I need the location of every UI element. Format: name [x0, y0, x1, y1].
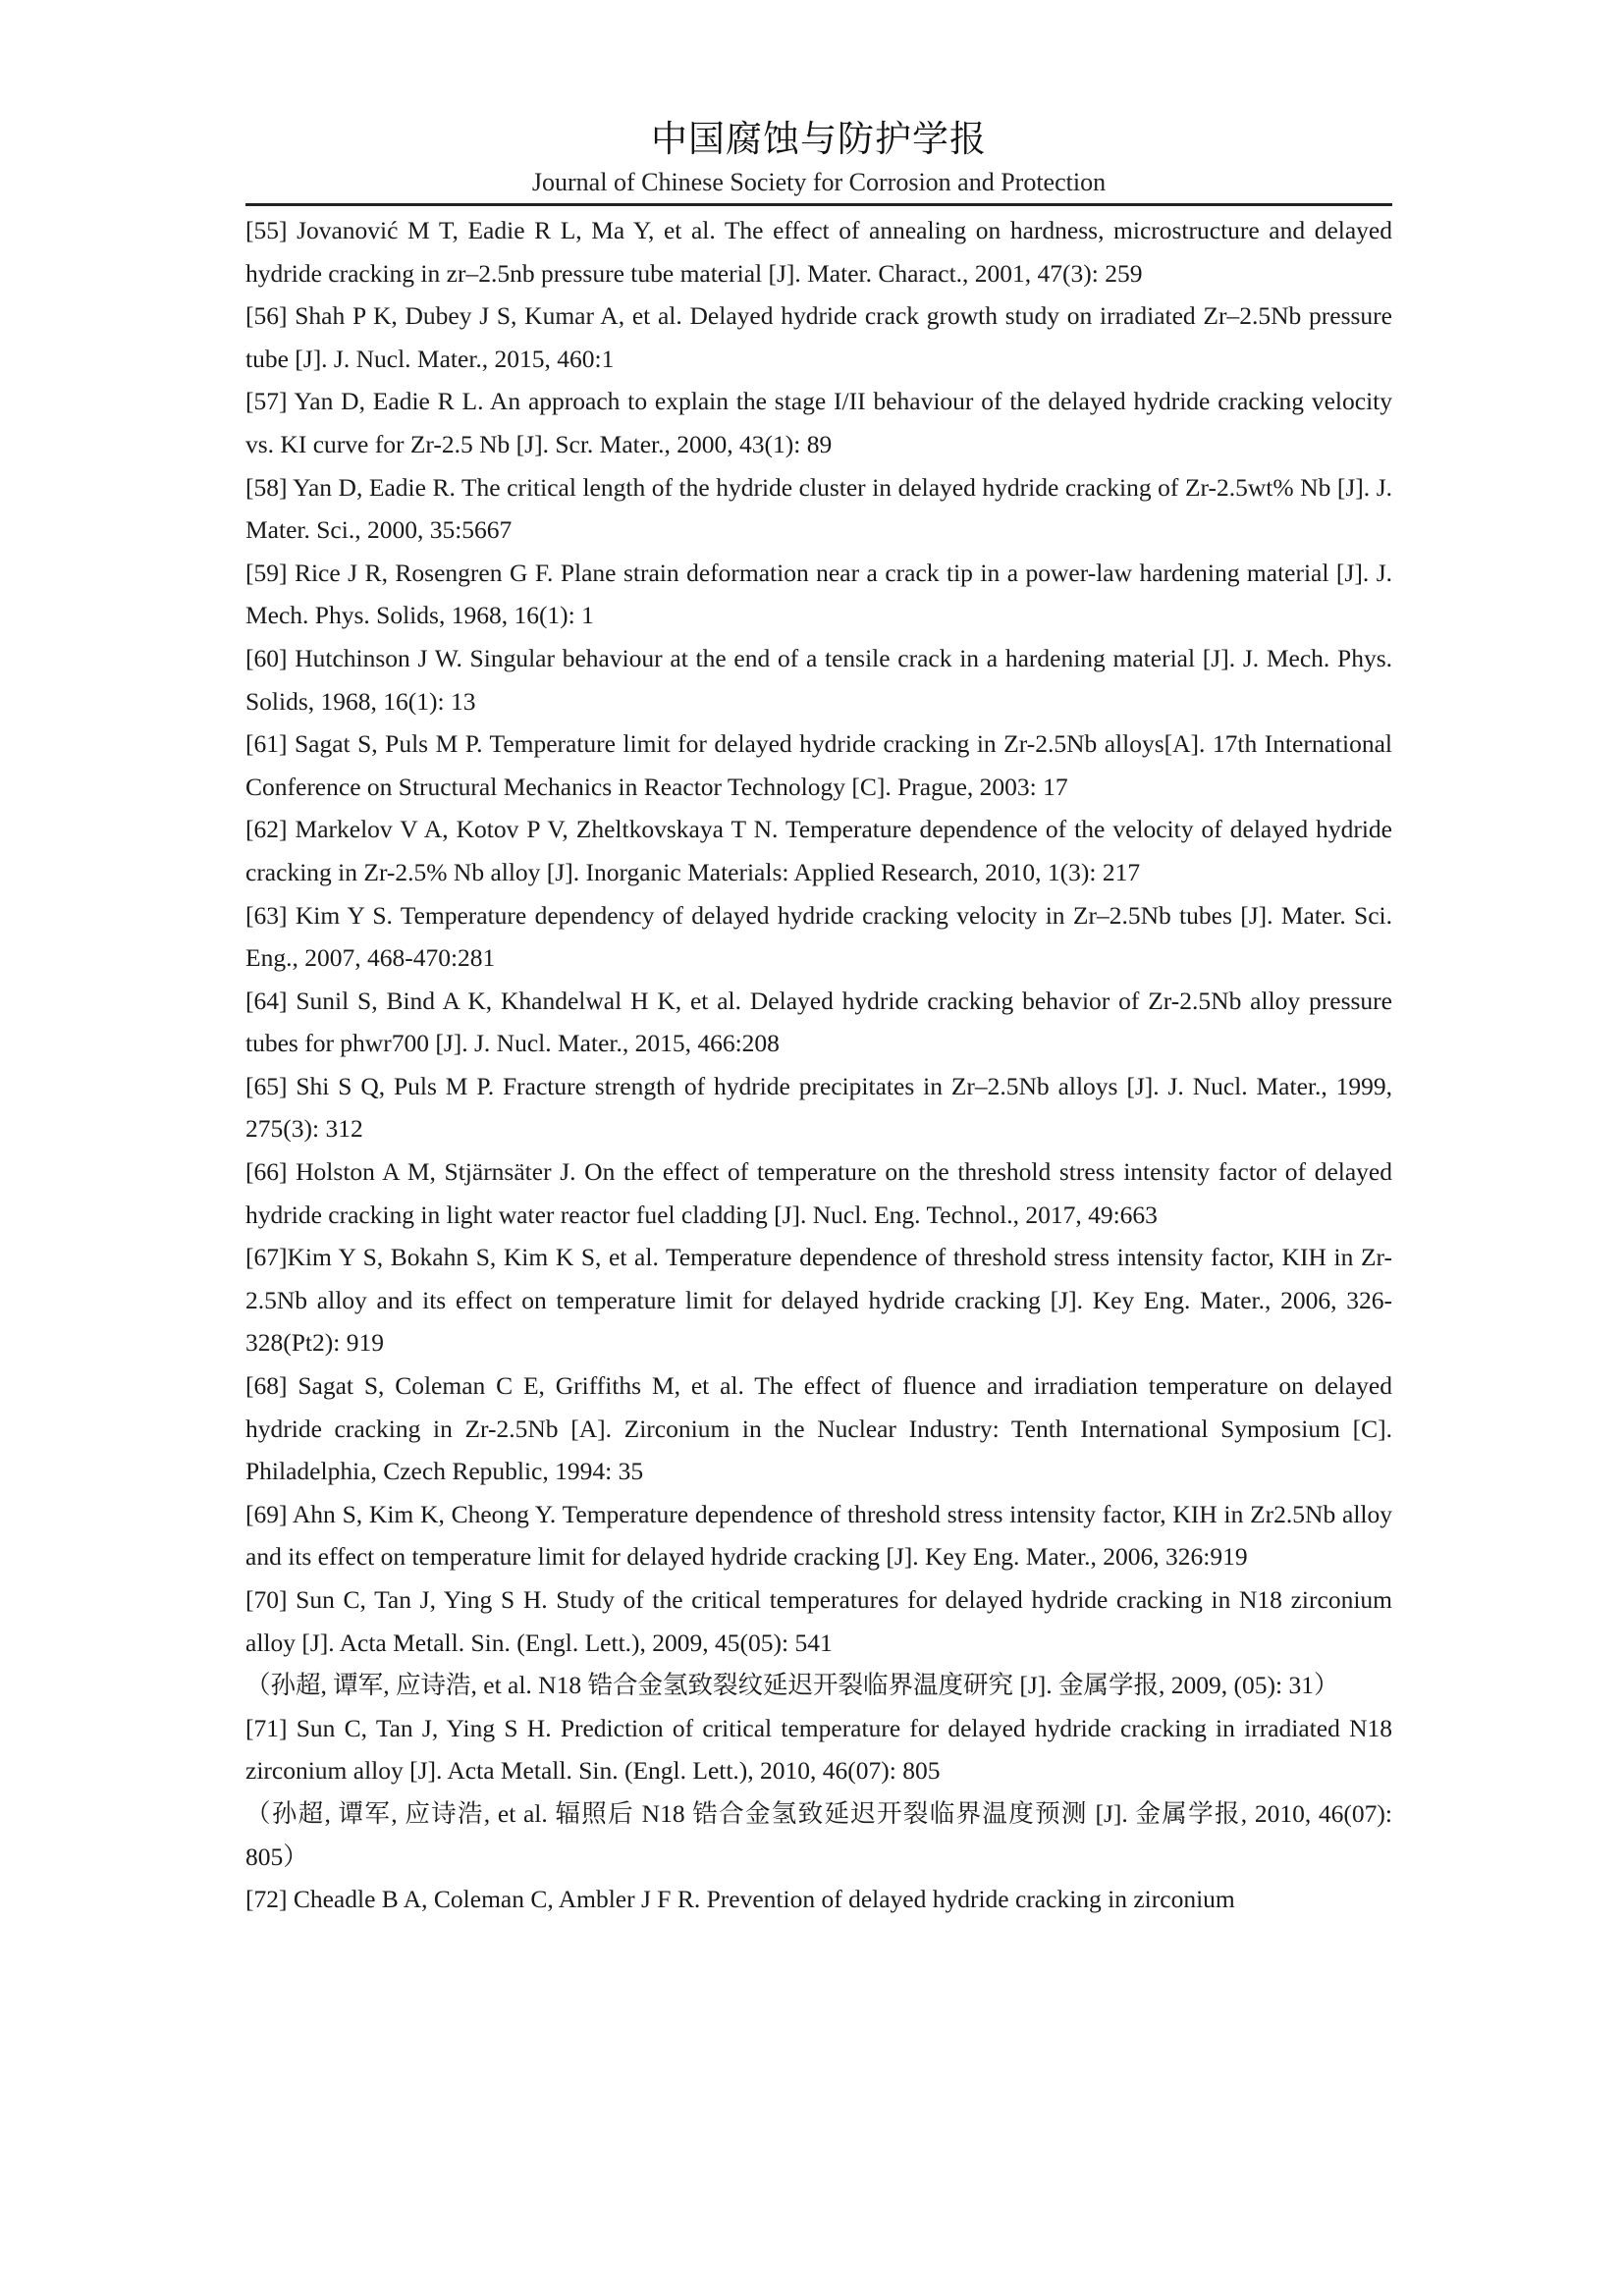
reference-item-71-chinese: （孙超, 谭军, 应诗浩, et al. 辐照后 N18 锆合金氢致延迟开裂临界温度预测 [J]. 金属学报, 2010, 46(07): 805）: [245, 1798, 1392, 1871]
reference-item-65: [65] Shi S Q, Puls M P. Fracture strength of hydride precipitates in Zr–2.5Nb alloys [J]. J. Nucl. Mater., 1999, 275(3): 312: [245, 1071, 1392, 1144]
reference-item-63: [63] Kim Y S. Temperature dependency of delayed hydride cracking velocity in Zr–2.5Nb tubes [J]. Mater. Sci. Eng., 2007, 468-470:281: [245, 900, 1392, 973]
reference-item-72: [72] Cheadle B A, Coleman C, Ambler J F R. Prevention of delayed hydride cracking in zirconium: [245, 1885, 1235, 1914]
reference-item-67: [67]Kim Y S, Bokahn S, Kim K S, et al. Temperature dependence of threshold stress intensity factor, KIH in Zr-2.5Nb alloy and its effect on temperature limit for delayed hydride cracking [J]. Key Eng. Mater., 2006, 326-328(Pt2): 919: [245, 1243, 1392, 1358]
reference-item-56: [56] Shah P K, Dubey J S, Kumar A, et al. Delayed hydride crack growth study on irradiated Zr–2.5Nb pressure tube [J]. J. Nucl. Mater., 2015, 460:1: [245, 301, 1392, 373]
reference-item-60: [60] Hutchinson J W. Singular behaviour at the end of a tensile crack in a hardening material [J]. J. Mech. Phys. Solids, 1968, 16(1): 13: [245, 643, 1392, 716]
reference-item-66: [66] Holston A M, Stjärnsäter J. On the effect of temperature on the threshold stress intensity factor of delayed hydride cracking in light water reactor fuel cladding [J]. Nucl. Eng. Technol., 2017, 49:663: [245, 1157, 1392, 1229]
reference-item-59: [59] Rice J R, Rosengren G F. Plane strain deformation near a crack tip in a power-law hardening material [J]. J. Mech. Phys. Solids, 1968, 16(1): 1: [245, 558, 1392, 630]
reference-item-68: [68] Sagat S, Coleman C E, Griffiths M, et al. The effect of fluence and irradiation temperature on delayed hydride cracking in Zr-2.5Nb [A]. Zirconium in the Nuclear Industry: Tenth International Symposium [C]. Philadelphia, Czech Republic, 1994: 35: [245, 1371, 1392, 1486]
reference-item-69: [69] Ahn S, Kim K, Cheong Y. Temperature dependence of threshold stress intensity factor, KIH in Zr2.5Nb alloy and its effect on temperature limit for delayed hydride cracking [J]. Key Eng. Mater., 2006, 326:919: [245, 1499, 1392, 1572]
reference-item-64: [64] Sunil S, Bind A K, Khandelwal H K, et al. Delayed hydride cracking behavior of Zr-2.5Nb alloy pressure tubes for phwr700 [J]. J. Nucl. Mater., 2015, 466:208: [245, 986, 1392, 1058]
reference-item-58: [58] Yan D, Eadie R. The critical length of the hydride cluster in delayed hydride cracking of Zr-2.5wt% Nb [J]. J. Mater. Sci., 2000, 35:5667: [245, 472, 1392, 545]
reference-item-70-chinese: （孙超, 谭军, 应诗浩, et al. N18 锆合金氢致裂纹延迟开裂临界温度研究 [J]. 金属学报, 2009, (05): 31）: [245, 1671, 1339, 1700]
journal-title-english: Journal of Chinese Society for Corrosion and Protection: [531, 168, 1107, 196]
reference-item-61: [61] Sagat S, Puls M P. Temperature limit for delayed hydride cracking in Zr-2.5Nb alloys[A]. 17th International Conference on Structural Mechanics in Reactor Technology [C]. Prague, 2003: 17: [245, 729, 1392, 801]
journal-title-chinese: 中国腐蚀与防护学报: [651, 118, 987, 160]
reference-item-71: [71] Sun C, Tan J, Ying S H. Prediction of critical temperature for delayed hydride cracking in irradiated N18 zirconium alloy [J]. Acta Metall. Sin. (Engl. Lett.), 2010, 46(07): 805: [245, 1713, 1392, 1786]
reference-item-70: [70] Sun C, Tan J, Ying S H. Study of the critical temperatures for delayed hydride cracking in N18 zirconium alloy [J]. Acta Metall. Sin. (Engl. Lett.), 2009, 45(05): 541: [245, 1585, 1392, 1657]
reference-item-55: [55] Jovanović M T, Eadie R L, Ma Y, et al. The effect of annealing on hardness, microstructure and delayed hydride cracking in zr–2.5nb pressure tube material [J]. Mater. Charact., 2001, 47(3): 259: [245, 216, 1392, 288]
reference-item-62: [62] Markelov V A, Kotov P V, Zheltkovskaya T N. Temperature dependence of the velocity of delayed hydride cracking in Zr-2.5% Nb alloy [J]. Inorganic Materials: Applied Research, 2010, 1(3): 217: [245, 815, 1392, 886]
reference-item-57: [57] Yan D, Eadie R L. An approach to explain the stage I/II behaviour of the delayed hydride cracking velocity vs. KI curve for Zr-2.5 Nb [J]. Scr. Mater., 2000, 43(1): 89: [245, 387, 1392, 458]
header-divider: [245, 203, 1392, 206]
reference-list: [245, 209, 1392, 1921]
page-header: [245, 116, 1392, 198]
